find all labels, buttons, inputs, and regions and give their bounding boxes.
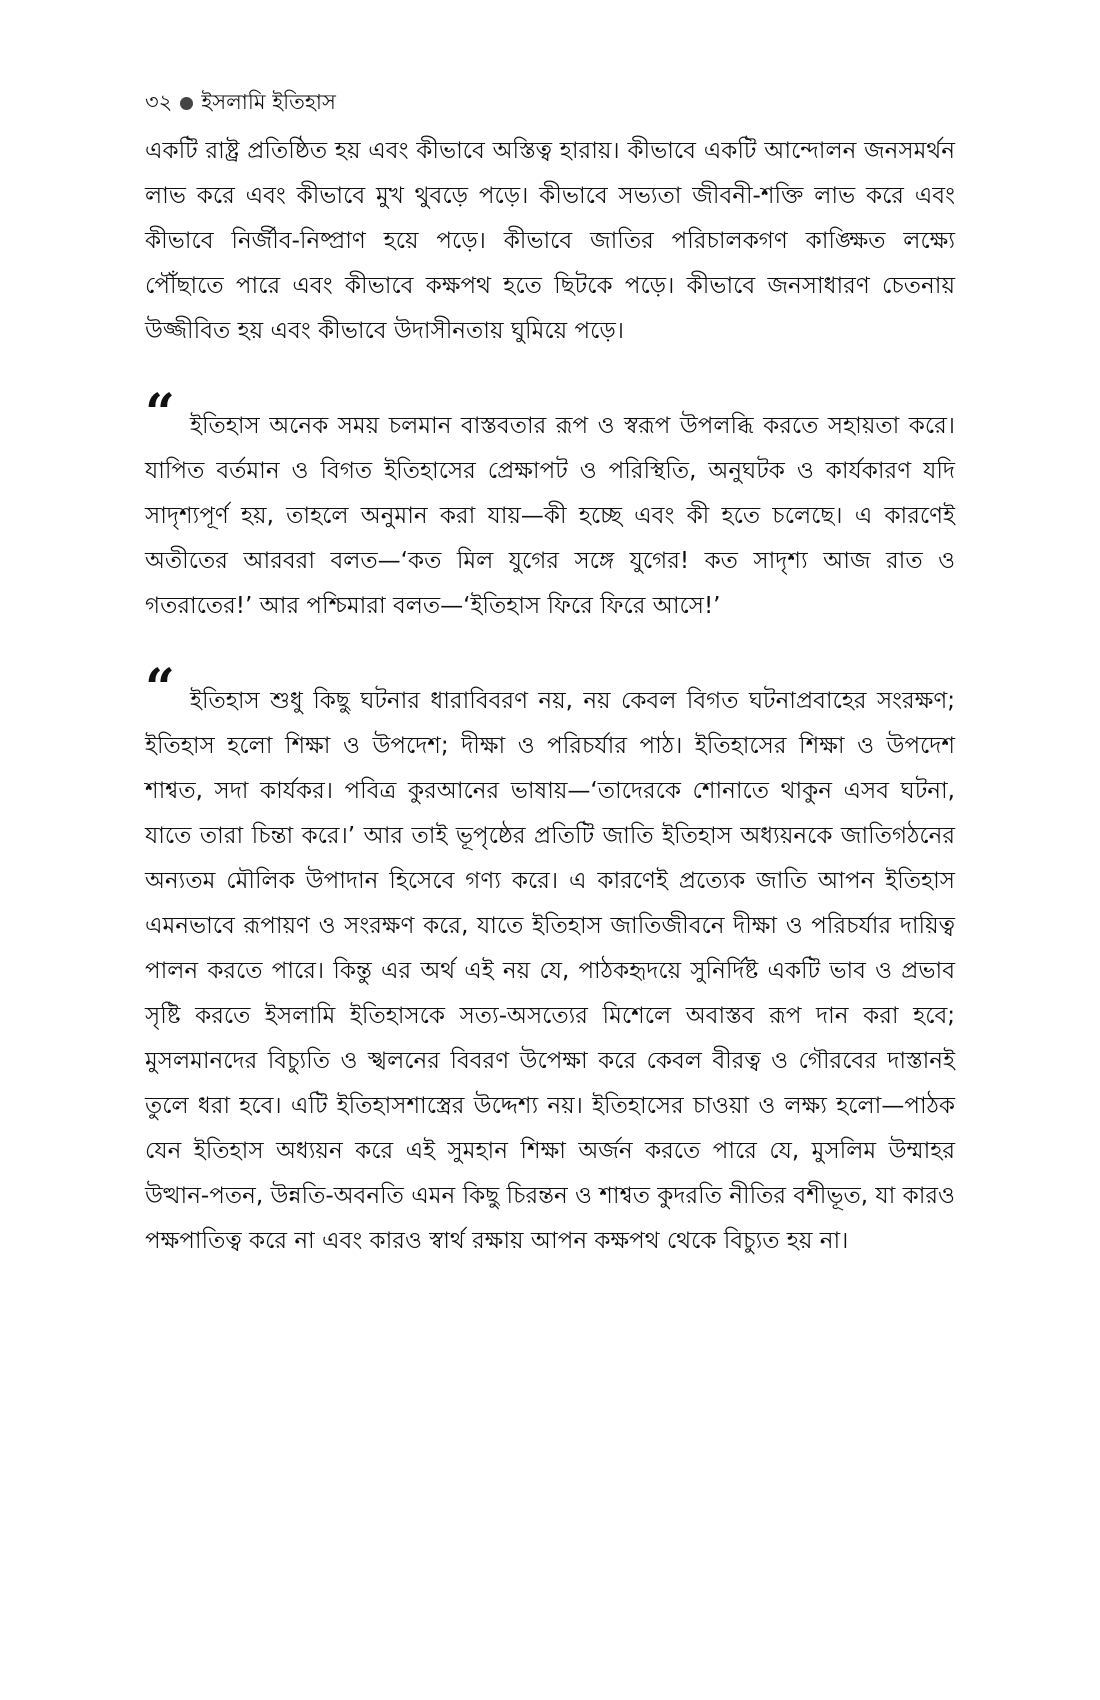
quote-paragraph-2: ইতিহাস শুধু কিছু ঘটনার ধারাবিবরণ নয়, নয় কেবল বিগত ঘটনাপ্রবাহের সংরক্ষণ; ইতিহাস হলো শিক্ষা ও উপদেশ; দীক্ষা ও পরিচর্যার পাঠ। ইতিহাসের শিক্ষা ও উপদেশ শাশ্বত, সদা কার্যকর। পবিত্র কুরআনের ভাষায়—‘তাদেরকে শোনাতে থাকুন এসব ঘটনা, যাতে তারা চিন্তা করে।’ আর তাই ভূপৃষ্ঠের প্রতিটি জাতি ইতিহাস অধ্যয়নকে জাতিগঠনের অন্যতম মৌলিক উপাদান হিসেবে গণ্য করে। এ কারণেই প্রত্যেক জাতি আপন ইতিহাস এমনভাবে রূপায়ণ ও সংরক্ষণ করে, যাতে ইতিহাস জাতিজীবনে দীক্ষা ও পরিচর্যার দায়িত্ব পালন করতে পারে। কিন্তু এর অর্থ এই নয় যে, পাঠকহৃদয়ে সুনির্দিষ্ট একটি ভাব ও প্রভাব সৃষ্টি করতে ইসলামি ইতিহাসকে সত্য-অসত্যের মিশেলে অবাস্তব রূপ দান করা হবে; মুসলমানদের বিচ্যুতি ও স্খলনের বিবরণ উপেক্ষা করে কেবল বীরত্ব ও গৌরবের দাস্তানই তুলে ধরা হবে। এটি ইতিহাসশাস্ত্রের উদ্দেশ্য নয়। ইতিহাসের চাওয়া ও লক্ষ্য হলো—পাঠক যেন ইতিহাস অধ্যয়ন করে এই সুমহান শিক্ষা অর্জন করতে পারে যে, মুসলিম উম্মাহর উত্থান-পতন, উন্নতি-অবনতি এমন কিছু চিরন্তন ও শাশ্বত কুদরতি নীতির বশীভূত, যা কারও পক্ষপাতিত্ব করে না এবং কারও স্বার্থ রক্ষায় আপন কক্ষপথ থেকে বিচ্যুত হয় না। bbox=[145, 688, 955, 1254]
book-page bbox=[145, 85, 955, 1264]
intro-paragraph: একটি রাষ্ট্র প্রতিষ্ঠিত হয় এবং কীভাবে অস্তিত্ব হারায়। কীভাবে একটি আন্দোলন জনসমর্থন লাভ করে এবং কীভাবে মুখ থুবড়ে পড়ে। কীভাবে সভ্যতা জীবনী-শক্তি লাভ করে এবং কীভাবে নির্জীব-নিষ্প্রাণ হয়ে পড়ে। কীভাবে জাতির পরিচালকগণ কাঙ্ক্ষিত লক্ষ্যে পৌঁছাতে পারে এবং কীভাবে কক্ষপথ হতে ছিটকে পড়ে। কীভাবে জনসাধারণ চেতনায় উজ্জীবিত হয় এবং কীভাবে উদাসীনতায় ঘুমিয়ে পড়ে। bbox=[145, 138, 955, 344]
open-quote-icon: “ bbox=[145, 383, 175, 444]
running-header bbox=[145, 85, 955, 121]
bullet-icon bbox=[180, 97, 193, 110]
quote-paragraph-1: ইতিহাস অনেক সময় চলমান বাস্তবতার রূপ ও স্বরূপ উপলব্ধি করতে সহায়তা করে। যাপিত বর্তমান ও বিগত ইতিহাসের প্রেক্ষাপট ও পরিস্থিতি, অনুঘটক ও কার্যকারণ যদি সাদৃশ্যপূর্ণ হয়, তাহলে অনুমান করা যায়—কী হচ্ছে এবং কী হতে চলেছে। এ কারণেই অতীতের আরবরা বলত—‘কত মিল যুগের সঙ্গে যুগের! কত সাদৃশ্য আজ রাত ও গতরাতের!’ আর পশ্চিমারা বলত—‘ইতিহাস ফিরে ফিরে আসে!’ bbox=[145, 413, 955, 619]
page-number: ৩২ bbox=[145, 89, 173, 114]
quote-block-1 bbox=[145, 383, 955, 629]
book-title: ইসলামি ইতিহাস bbox=[201, 89, 336, 114]
quote-block-2 bbox=[145, 658, 955, 1264]
open-quote-icon: “ bbox=[145, 658, 175, 719]
